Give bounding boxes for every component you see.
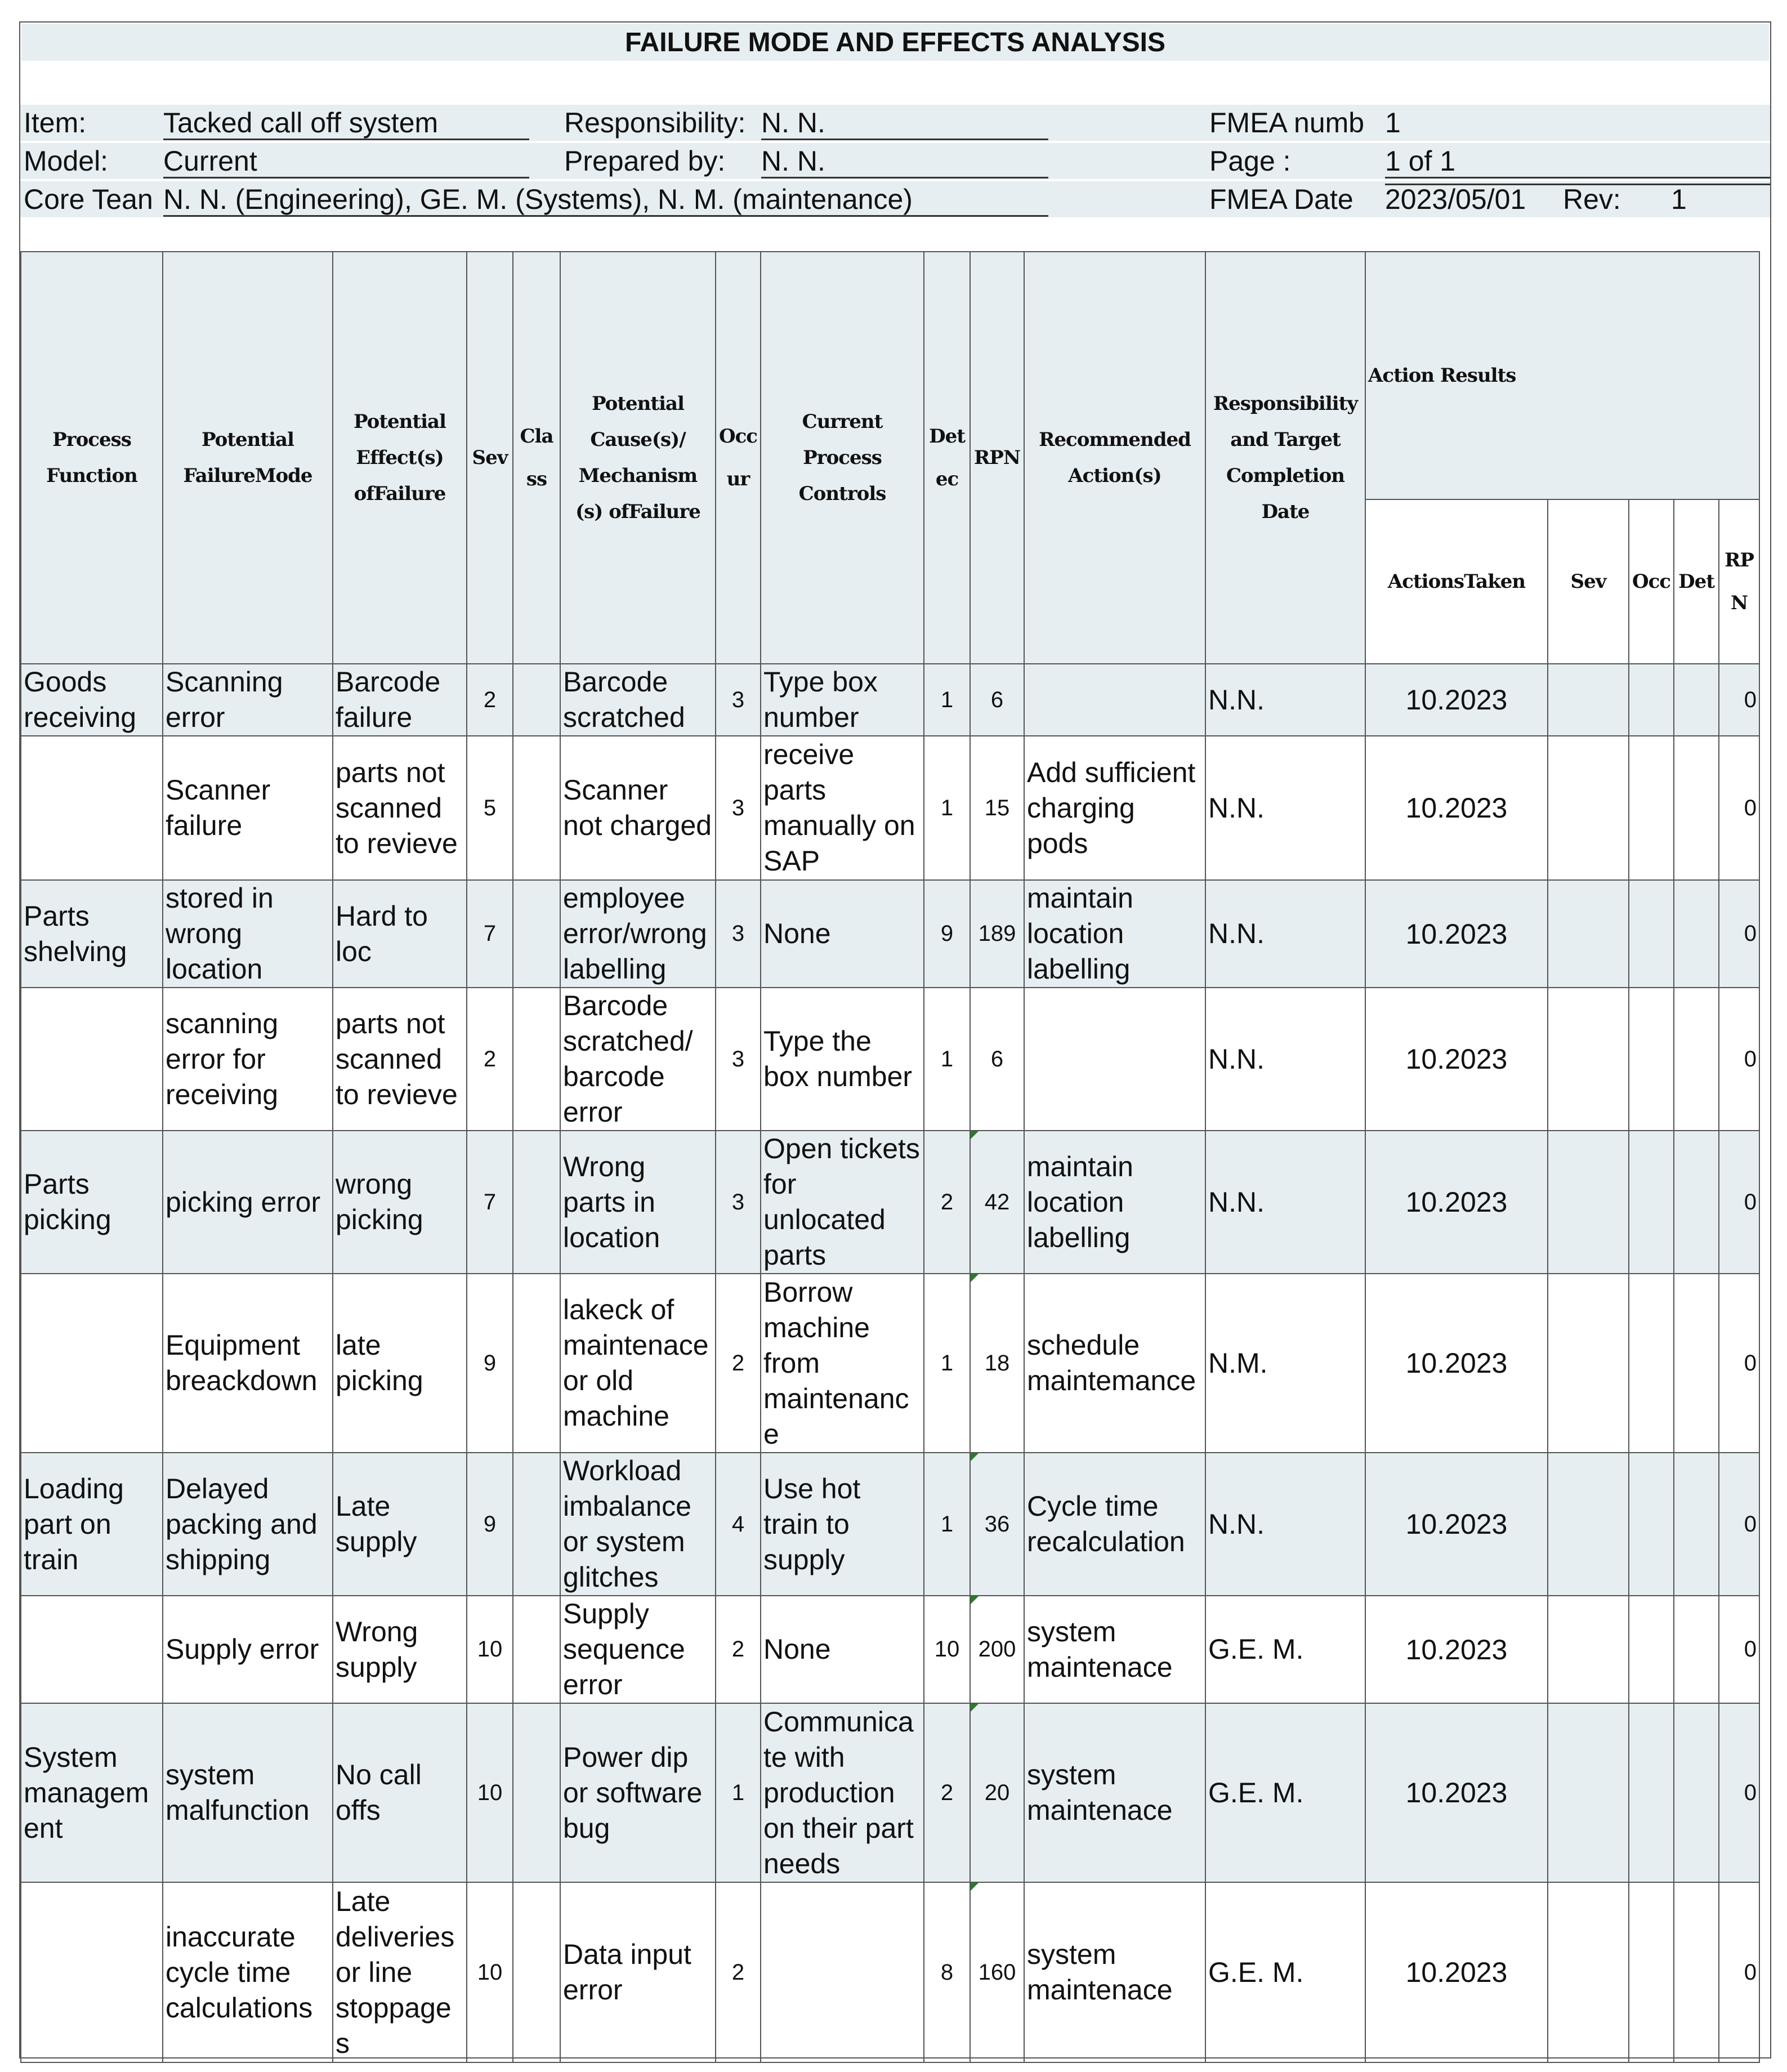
- result-rpn-cell: 0: [1719, 1882, 1759, 2062]
- responsibility-cell: G.E. M.: [1205, 1596, 1365, 1703]
- col-rpn2: RPN: [1719, 499, 1759, 664]
- occ-cell: 2: [716, 1596, 761, 1703]
- model-label: Model:: [24, 145, 109, 177]
- occ-cell: 2: [716, 1882, 761, 2062]
- col-process-function: Process Function: [21, 252, 163, 664]
- detec-cell: 1: [924, 988, 970, 1131]
- process-cell: [21, 1274, 163, 1453]
- cause-cell: employee error/wrong labelling: [560, 880, 716, 988]
- cause-cell: Scanner not charged: [560, 736, 716, 880]
- result-det-cell: [1674, 1703, 1719, 1882]
- col-class: Class: [513, 252, 560, 664]
- effect-cell: parts not scanned to revieve: [333, 736, 467, 880]
- effect-cell: Late supply: [333, 1453, 467, 1596]
- effect-cell: Wrong supply: [333, 1596, 467, 1703]
- fmea-number-value: 1: [1385, 107, 1401, 139]
- class-cell: [513, 1882, 560, 2062]
- result-det-cell: [1674, 1453, 1719, 1596]
- class-cell: [513, 1596, 560, 1703]
- table-row: [21, 988, 1759, 1131]
- failure-mode-cell: Scanning error: [163, 664, 333, 736]
- controls-cell: Use hot train to supply: [761, 1453, 924, 1596]
- fmea-date-label: FMEA Date: [1209, 184, 1353, 215]
- detec-cell: 8: [924, 1882, 970, 2062]
- sev-cell: 5: [467, 736, 513, 880]
- responsibility-cell: N.N.: [1205, 664, 1365, 736]
- fmea-table: [20, 251, 1760, 2063]
- info-row-team: [20, 181, 1770, 217]
- responsibility-cell: G.E. M.: [1205, 1882, 1365, 2062]
- sev-cell: 9: [467, 1274, 513, 1453]
- sev-cell: 10: [467, 1882, 513, 2062]
- controls-cell: Type the box number: [761, 988, 924, 1131]
- detec-cell: 1: [924, 736, 970, 880]
- detec-cell: 1: [924, 1274, 970, 1453]
- model-value: Current: [163, 145, 529, 178]
- col-occ: Occ: [1629, 499, 1674, 664]
- result-sev-cell: [1548, 880, 1629, 988]
- process-cell: Goods receiving: [21, 664, 163, 736]
- fmea-number-label: FMEA numb: [1209, 107, 1365, 139]
- responsibility-label: Responsibility:: [564, 107, 746, 139]
- detec-cell: 1: [924, 664, 970, 736]
- result-det-cell: [1674, 988, 1719, 1131]
- table-row: [21, 1274, 1759, 1453]
- col-detec: Detec: [924, 252, 970, 664]
- responsibility-cell: N.N.: [1205, 880, 1365, 988]
- rpn-cell: 20: [970, 1703, 1024, 1882]
- table-row: [21, 736, 1759, 880]
- occ-cell: 3: [716, 1131, 761, 1274]
- result-occ-cell: [1629, 1274, 1674, 1453]
- actions-taken-cell: 10.2023: [1365, 1703, 1548, 1882]
- controls-cell: None: [761, 1596, 924, 1703]
- result-det-cell: [1674, 1596, 1719, 1703]
- occ-cell: 3: [716, 664, 761, 736]
- fmea-date-value: 2023/05/01: [1385, 184, 1526, 215]
- table-row: [21, 1596, 1759, 1703]
- cause-cell: Barcode scratched: [560, 664, 716, 736]
- result-occ-cell: [1629, 1882, 1674, 2062]
- cause-cell: Supply sequence error: [560, 1596, 716, 1703]
- table-row: [21, 664, 1759, 736]
- table-row: [21, 880, 1759, 988]
- page-label: Page :: [1209, 145, 1291, 177]
- class-cell: [513, 1131, 560, 1274]
- result-sev-cell: [1548, 664, 1629, 736]
- cause-cell: Data input error: [560, 1882, 716, 2062]
- sev-cell: 2: [467, 988, 513, 1131]
- col-rpn: RPN: [970, 252, 1024, 664]
- occ-cell: 4: [716, 1453, 761, 1596]
- result-occ-cell: [1629, 1453, 1674, 1596]
- cause-cell: Barcode scratched/ barcode error: [560, 988, 716, 1131]
- header-row: [21, 252, 1759, 499]
- sev-cell: 10: [467, 1596, 513, 1703]
- actions-taken-cell: 10.2023: [1365, 988, 1548, 1131]
- recommended-cell: system maintenace: [1024, 1703, 1205, 1882]
- process-cell: [21, 1596, 163, 1703]
- responsibility-cell: N.N.: [1205, 736, 1365, 880]
- rev-value: 1: [1671, 184, 1687, 215]
- recommended-cell: [1024, 664, 1205, 736]
- rpn-cell: 160: [970, 1882, 1024, 2062]
- controls-cell: Communica te with production on their part needs: [761, 1703, 924, 1882]
- recommended-cell: system maintenace: [1024, 1882, 1205, 2062]
- actions-taken-cell: 10.2023: [1365, 880, 1548, 988]
- cause-cell: Workload imbalance or system glitches: [560, 1453, 716, 1596]
- effect-cell: Barcode failure: [333, 664, 467, 736]
- failure-mode-cell: system malfunction: [163, 1703, 333, 1882]
- result-occ-cell: [1629, 736, 1674, 880]
- result-occ-cell: [1629, 988, 1674, 1131]
- actions-taken-cell: 10.2023: [1365, 1882, 1548, 2062]
- failure-mode-cell: scanning error for receiving: [163, 988, 333, 1131]
- sev-cell: 7: [467, 880, 513, 988]
- core-team-label: Core Tean: [24, 184, 153, 215]
- failure-mode-cell: Supply error: [163, 1596, 333, 1703]
- col-cause: Potential Cause(s)/ Mechanism (s) ofFailure: [560, 252, 716, 664]
- class-cell: [513, 1703, 560, 1882]
- cause-cell: Power dip or software bug: [560, 1703, 716, 1882]
- cause-cell: Wrong parts in location: [560, 1131, 716, 1274]
- prepared-label: Prepared by:: [564, 145, 726, 177]
- class-cell: [513, 736, 560, 880]
- recommended-cell: maintain location labelling: [1024, 1131, 1205, 1274]
- result-rpn-cell: 0: [1719, 1596, 1759, 1703]
- rpn-cell: 200: [970, 1596, 1024, 1703]
- result-sev-cell: [1548, 1453, 1629, 1596]
- result-occ-cell: [1629, 1131, 1674, 1274]
- header-info: [20, 105, 1770, 224]
- occ-cell: 3: [716, 736, 761, 880]
- col-det: Det: [1674, 499, 1719, 664]
- effect-cell: late picking: [333, 1274, 467, 1453]
- result-occ-cell: [1629, 1596, 1674, 1703]
- process-cell: Parts picking: [21, 1131, 163, 1274]
- result-rpn-cell: 0: [1719, 1274, 1759, 1453]
- rpn-cell: 6: [970, 988, 1024, 1131]
- failure-mode-cell: stored in wrong location: [163, 880, 333, 988]
- col-sev2: Sev: [1548, 499, 1629, 664]
- occ-cell: 2: [716, 1274, 761, 1453]
- result-sev-cell: [1548, 1131, 1629, 1274]
- result-det-cell: [1674, 736, 1719, 880]
- table-row: [21, 1882, 1759, 2062]
- result-rpn-cell: 0: [1719, 736, 1759, 880]
- recommended-cell: Add sufficient charging pods: [1024, 736, 1205, 880]
- info-row-model: [20, 143, 1770, 179]
- process-cell: [21, 1882, 163, 2062]
- result-rpn-cell: 0: [1719, 880, 1759, 988]
- info-row-item: [20, 105, 1770, 141]
- sev-cell: 7: [467, 1131, 513, 1274]
- class-cell: [513, 1274, 560, 1453]
- responsibility-cell: N.N.: [1205, 988, 1365, 1131]
- process-cell: Parts shelving: [21, 880, 163, 988]
- result-rpn-cell: 0: [1719, 1131, 1759, 1274]
- item-label: Item:: [24, 107, 87, 139]
- item-value: Tacked call off system: [163, 107, 529, 140]
- rpn-cell: 189: [970, 880, 1024, 988]
- recommended-cell: system maintenace: [1024, 1596, 1205, 1703]
- table-body: [21, 664, 1759, 2062]
- actions-taken-cell: 10.2023: [1365, 1274, 1548, 1453]
- controls-cell: Open tickets for unlocated parts: [761, 1131, 924, 1274]
- detec-cell: 9: [924, 880, 970, 988]
- actions-taken-cell: 10.2023: [1365, 1131, 1548, 1274]
- sev-cell: 10: [467, 1703, 513, 1882]
- effect-cell: Late deliveries or line stoppage s: [333, 1882, 467, 2062]
- failure-mode-cell: inaccurate cycle time calculations: [163, 1882, 333, 2062]
- col-action-results: Action Results: [1365, 252, 1759, 499]
- responsibility-value: N. N.: [761, 107, 1048, 140]
- result-det-cell: [1674, 1882, 1719, 2062]
- detec-cell: 2: [924, 1703, 970, 1882]
- rpn-cell: 42: [970, 1131, 1024, 1274]
- result-det-cell: [1674, 880, 1719, 988]
- prepared-value: N. N.: [761, 145, 1048, 178]
- result-det-cell: [1674, 664, 1719, 736]
- class-cell: [513, 1453, 560, 1596]
- detec-cell: 2: [924, 1131, 970, 1274]
- result-rpn-cell: 0: [1719, 1453, 1759, 1596]
- actions-taken-cell: 10.2023: [1365, 1596, 1548, 1703]
- document-title: FAILURE MODE AND EFFECTS ANALYSIS: [21, 24, 1769, 61]
- class-cell: [513, 880, 560, 988]
- detec-cell: 10: [924, 1596, 970, 1703]
- controls-cell: Type box number: [761, 664, 924, 736]
- result-rpn-cell: 0: [1719, 664, 1759, 736]
- result-rpn-cell: 0: [1719, 988, 1759, 1131]
- process-cell: [21, 736, 163, 880]
- result-occ-cell: [1629, 1703, 1674, 1882]
- table-row: [21, 1131, 1759, 1274]
- recommended-cell: [1024, 988, 1205, 1131]
- result-sev-cell: [1548, 1596, 1629, 1703]
- rev-label: Rev:: [1563, 184, 1621, 215]
- responsibility-cell: N.N.: [1205, 1453, 1365, 1596]
- core-team-value: N. N. (Engineering), GE. M. (Systems), N. M. (maintenance): [163, 184, 1048, 217]
- failure-mode-cell: Equipment breackdown: [163, 1274, 333, 1453]
- responsibility-cell: N.M.: [1205, 1274, 1365, 1453]
- fmea-sheet: [19, 21, 1771, 2058]
- controls-cell: receive parts manually on SAP: [761, 736, 924, 880]
- rpn-cell: 36: [970, 1453, 1024, 1596]
- cause-cell: lakeck of maintenace or old machine: [560, 1274, 716, 1453]
- process-cell: System managem ent: [21, 1703, 163, 1882]
- actions-taken-cell: 10.2023: [1365, 1453, 1548, 1596]
- class-cell: [513, 664, 560, 736]
- responsibility-cell: G.E. M.: [1205, 1703, 1365, 1882]
- sev-cell: 9: [467, 1453, 513, 1596]
- effect-cell: Hard to loc: [333, 880, 467, 988]
- col-controls: Current Process Controls: [761, 252, 924, 664]
- col-recommended: Recommended Action(s): [1024, 252, 1205, 664]
- col-effects: Potential Effect(s) ofFailure: [333, 252, 467, 664]
- occ-cell: 3: [716, 988, 761, 1131]
- rpn-cell: 15: [970, 736, 1024, 880]
- failure-mode-cell: Scanner failure: [163, 736, 333, 880]
- col-actions-taken: ActionsTaken: [1365, 499, 1548, 664]
- result-rpn-cell: 0: [1719, 1703, 1759, 1882]
- effect-cell: No call offs: [333, 1703, 467, 1882]
- occ-cell: 3: [716, 880, 761, 988]
- process-cell: [21, 988, 163, 1131]
- col-occur: Occur: [716, 252, 761, 664]
- result-occ-cell: [1629, 664, 1674, 736]
- result-sev-cell: [1548, 1703, 1629, 1882]
- recommended-cell: schedule maintemance: [1024, 1274, 1205, 1453]
- table-row: [21, 1703, 1759, 1882]
- recommended-cell: maintain location labelling: [1024, 880, 1205, 988]
- failure-mode-cell: picking error: [163, 1131, 333, 1274]
- occ-cell: 1: [716, 1703, 761, 1882]
- effect-cell: wrong picking: [333, 1131, 467, 1274]
- controls-cell: Borrow machine from maintenanc e: [761, 1274, 924, 1453]
- result-sev-cell: [1548, 988, 1629, 1131]
- rpn-cell: 18: [970, 1274, 1024, 1453]
- controls-cell: [761, 1882, 924, 2062]
- controls-cell: None: [761, 880, 924, 988]
- table-row: [21, 1453, 1759, 1596]
- detec-cell: 1: [924, 1453, 970, 1596]
- col-failure-mode: Potential FailureMode: [163, 252, 333, 664]
- page-value: 1 of 1: [1385, 145, 1770, 178]
- result-sev-cell: [1548, 736, 1629, 880]
- col-sev: Sev: [467, 252, 513, 664]
- recommended-cell: Cycle time recalculation: [1024, 1453, 1205, 1596]
- actions-taken-cell: 10.2023: [1365, 736, 1548, 880]
- sev-cell: 2: [467, 664, 513, 736]
- result-sev-cell: [1548, 1882, 1629, 2062]
- rpn-cell: 6: [970, 664, 1024, 736]
- process-cell: Loading part on train: [21, 1453, 163, 1596]
- result-occ-cell: [1629, 880, 1674, 988]
- effect-cell: parts not scanned to revieve: [333, 988, 467, 1131]
- class-cell: [513, 988, 560, 1131]
- actions-taken-cell: 10.2023: [1365, 664, 1548, 736]
- result-sev-cell: [1548, 1274, 1629, 1453]
- result-det-cell: [1674, 1274, 1719, 1453]
- responsibility-cell: N.N.: [1205, 1131, 1365, 1274]
- failure-mode-cell: Delayed packing and shipping: [163, 1453, 333, 1596]
- col-responsibility: Responsibility and Target Completion Date: [1205, 252, 1365, 664]
- result-det-cell: [1674, 1131, 1719, 1274]
